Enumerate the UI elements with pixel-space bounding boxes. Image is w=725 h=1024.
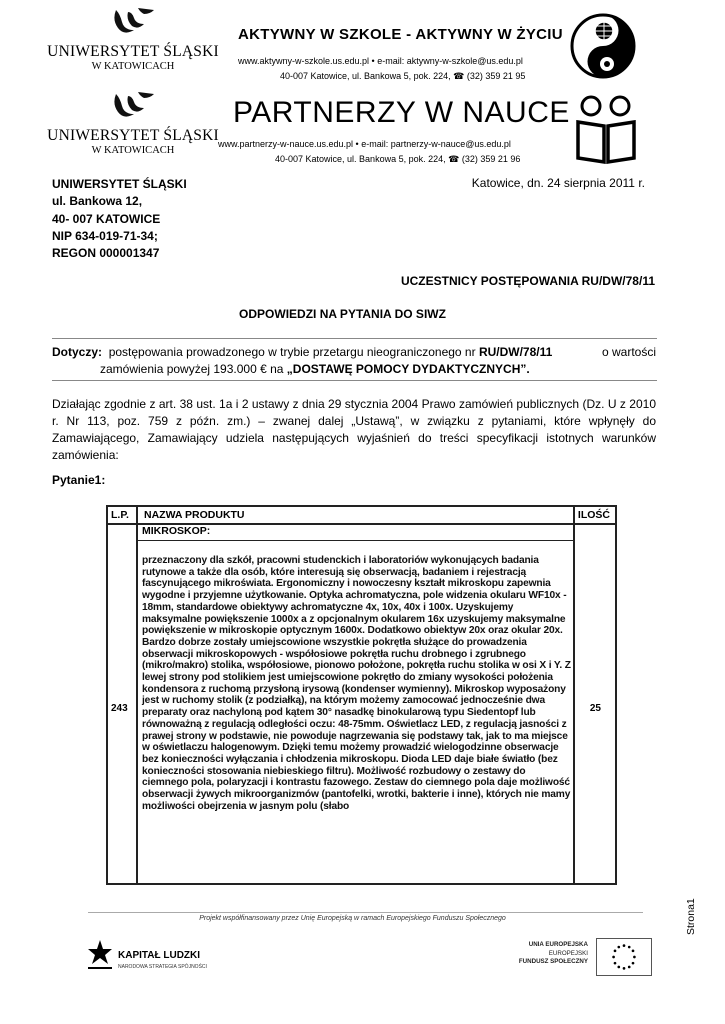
- answers-title: ODPOWIEDZI NA PYTANIA DO SIWZ: [239, 307, 446, 321]
- project1-contact: www.aktywny-w-szkole.us.edu.pl • e-mail: aktywny-w-szkole@us.edu.pl: [238, 56, 523, 66]
- header-product-name: NAZWA PRODUKTU: [144, 509, 245, 521]
- eu-line: FUNDUSZ SPOŁECZNY: [518, 958, 588, 965]
- project2-title: PARTNERZY W NAUCE: [233, 96, 570, 129]
- subject-label: Dotyczy:: [52, 345, 103, 359]
- sender-line: ul. Bankowa 12,: [52, 194, 143, 209]
- subject-block: [52, 344, 656, 378]
- university-logo-bottom: [38, 90, 228, 158]
- university-emblem-icon: [110, 6, 156, 40]
- project2-address: 40-007 Katowice, ul. Bankowa 5, pok. 224, ☎ (32) 359 21 96: [275, 154, 521, 164]
- university-city: W KATOWICACH: [91, 145, 175, 156]
- eu-line: EUROPEJSKI: [548, 949, 588, 957]
- subject-text: zamówienia powyżej 193.000 € na: [100, 362, 284, 376]
- university-name: UNIWERSYTET ŚLĄSKI: [47, 43, 219, 60]
- project1-address: 40-007 Katowice, ul. Bankowa 5, pok. 224, ☎ (32) 359 21 95: [280, 71, 526, 81]
- kapital-ludzki-subtitle: NARODOWA STRATEGIA SPÓJNOŚCI: [118, 964, 207, 970]
- procurement-subject: „DOSTAWĘ POMOCY DYDAKTYCZNYCH”.: [286, 362, 530, 376]
- product-rule: [138, 540, 573, 541]
- subject-text: postępowania prowadzonego w trybie przetargu nieograniczonego nr: [108, 345, 476, 359]
- partners-book-icon: [574, 94, 638, 166]
- intro-paragraph: Działając zgodnie z art. 38 ust. 1a i 2 ustawy z dnia 29 stycznia 2004 Prawo zamówień publicznych (Dz. U z 2010 r. Nr 113, poz. 759 z późn. zm.) – zwanej dalej „Ustawą”, w związku z pytaniami, które wpłynęły do Zamawiającego, Zamawiający udziela następujących wyjaśnień do treści specyfikacji istotnych warunków zamówienia:: [52, 397, 656, 462]
- case-number: RU/DW/78/11: [478, 345, 553, 359]
- sender-line: UNIWERSYTET ŚLĄSKI: [52, 177, 187, 191]
- subject-text: o wartości: [601, 345, 656, 359]
- university-emblem-icon: [110, 90, 156, 124]
- eu-fund-text: [496, 941, 588, 967]
- eu-flag-icon: [596, 938, 652, 976]
- question-label: Pytanie1:: [52, 473, 106, 487]
- university-logo-top: [38, 6, 228, 74]
- footer-divider: [88, 912, 643, 913]
- project1-title: AKTYWNY W SZKOLE - AKTYWNY W ŻYCIU: [238, 26, 563, 43]
- product-description: przeznaczony dla szkół, pracowni studenckich i laboratoriów wykonujących badania rutynowe a także dla osób, które interesują się obserwacją, badaniem i rejestracją fascynującego mikroświata. Ergonomiczny i nowoczesny kształt mikroskopu zapewnia wygodne i przyjemne użytkowanie. Optyka achromatyczna, pole widzenia okularu WF10x - 18mm, standardowe obiektywy achromatyczne 4x, 10x, 40x i 100x. Uzyskujemy maksymalne powiększenie 1000x a z opcjonalnym okularem 16x uzyskujemy maksymalne powiększenie w mikroskopie optycznym 1600x. Dodatkowo obiektyw 20x oraz okular 20x. Bardzo dobrze zostały umiejscowione wszystkie pokrętła służące do prowadzenia obserwacji mikroskopowych - współosiowe pokrętła ruchu drobnego i zgrubnego (mikro/makro) stolika, współosiowe, pionowo położone, pokrętła ruchu stolika w osi X i Y. Z lewej strony pod stolikiem jest umiejscowione pokrętło do zmiany wysokości położenia kondensora z ruchomą przysłoną irysową (kondenser wymienny). Mikroskop wyposażony jest w ruchomy stolik (z podziałką), na którym możemy zamocować jednocześnie dwa preparaty oraz nachyloną pod kątem 30° nasadkę binokularową typu Siedentopf lub równoważną z regulacją odległości oczu: 48-75mm. Oświetlacz LED, z regulacją jasności z prawej strony w podstawie, nie powoduje nagrzewania się podstawy tak, jak to ma miejsce w oświetlaczu halogenowym. Dzięki temu możemy prowadzić wielogodzinne obserwacje bez konieczności wyłączania i chłodzenia mikroskopu. Dioda LED daje białe światło (bez konieczności stosowania niebieskiego filtru). Możliwość rozbudowy o zestawy do ciemnego pola, polaryzacji i kontrastu fazowego. Zestaw do ciemnego pola daje możliwość obserwacji żywych mikroorganizmów (pantofelki, wrotki, bakterie i inne), których nie mamy możliwości obejrzenia w jasnym polu (słabo: [142, 555, 571, 812]
- kapital-ludzki-title: KAPITAŁ LUDZKI: [118, 950, 201, 961]
- participants-title: UCZESTNICY POSTĘPOWANIA RU/DW/78/11: [400, 274, 655, 288]
- row-quantity: 25: [589, 703, 601, 714]
- qty-column: [573, 507, 615, 883]
- divider: [52, 380, 657, 381]
- header-quantity: ILOŚĆ: [577, 509, 610, 521]
- yin-yang-globe-gear-icon: [570, 8, 636, 84]
- lp-column: [108, 507, 138, 883]
- sender-line: REGON 000001347: [52, 246, 160, 261]
- sender-line: 40- 007 KATOWICE: [52, 211, 161, 226]
- page-number-label: Strona1: [685, 898, 697, 935]
- product-name: MIKROSKOP:: [142, 525, 211, 537]
- sender-address: [52, 176, 187, 262]
- project2-contact: www.partnerzy-w-nauce.us.edu.pl • e-mail: partnerzy-w-nauce@us.edu.pl: [218, 139, 511, 149]
- sender-line: NIP 634-019-71-34;: [52, 228, 158, 243]
- footer-note: Projekt współfinansowany przez Unię Europejską w ramach Europejskiego Funduszu Społecznego: [199, 915, 506, 922]
- university-name: UNIWERSYTET ŚLĄSKI: [47, 127, 219, 144]
- row-number: 243: [111, 703, 128, 714]
- divider: [52, 338, 657, 339]
- eu-line: UNIA EUROPEJSKA: [528, 941, 588, 948]
- kapital-ludzki-logo-icon: [86, 938, 114, 972]
- university-city: W KATOWICACH: [91, 61, 175, 72]
- place-and-date: Katowice, dn. 24 sierpnia 2011 r.: [471, 176, 645, 190]
- header-lp: L.P.: [111, 509, 129, 521]
- product-table: [106, 505, 617, 885]
